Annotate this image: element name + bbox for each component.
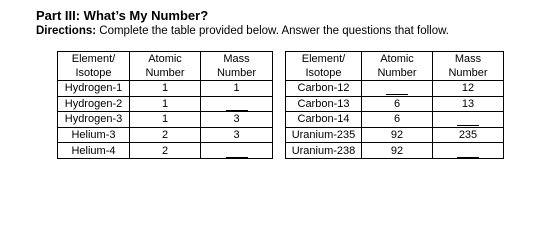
atomic-number-cell: 6	[362, 96, 433, 112]
isotope-cell: Carbon-12	[286, 81, 362, 97]
mass-number-blank[interactable]	[201, 96, 273, 112]
isotope-cell: Helium-3	[58, 127, 130, 143]
mass-number-cell: 3	[201, 127, 273, 143]
isotope-cell: Uranium-235	[286, 127, 362, 143]
isotope-cell: Helium-4	[58, 143, 130, 159]
table-row	[286, 143, 504, 159]
table-row	[58, 143, 273, 159]
answer-blank[interactable]	[226, 146, 248, 158]
header-mass-number: Mass Number	[433, 52, 504, 81]
atomic-number-cell: 2	[130, 143, 201, 159]
isotope-cell: Hydrogen-3	[58, 112, 130, 128]
answer-blank[interactable]	[226, 99, 248, 111]
table-row	[58, 127, 273, 143]
mass-number-cell: 235	[433, 127, 504, 143]
isotope-cell: Hydrogen-2	[58, 96, 130, 112]
answer-blank[interactable]	[457, 146, 479, 158]
atomic-number-cell: 2	[130, 127, 201, 143]
header-row	[286, 52, 504, 81]
isotope-table-right	[285, 51, 504, 159]
mass-number-cell: 3	[201, 112, 273, 128]
atomic-number-cell: 1	[130, 81, 201, 97]
mass-number-cell: 13	[433, 96, 504, 112]
directions-text: Complete the table provided below. Answer the questions that follow.	[96, 25, 449, 37]
table-row	[286, 81, 504, 97]
header-mass-number: Mass Number	[201, 52, 273, 81]
mass-number-cell: 12	[433, 81, 504, 97]
table-row	[286, 127, 504, 143]
atomic-number-cell: 92	[362, 143, 433, 159]
isotope-table-left	[57, 51, 273, 159]
atomic-number-cell: 92	[362, 127, 433, 143]
directions	[36, 25, 449, 37]
isotope-cell: Uranium-238	[286, 143, 362, 159]
mass-number-blank[interactable]	[433, 143, 504, 159]
table-row	[286, 112, 504, 128]
header-atomic-number: Atomic Number	[130, 52, 201, 81]
directions-label: Directions:	[36, 25, 97, 37]
atomic-number-cell: 1	[130, 112, 201, 128]
header-atomic-number: Atomic Number	[362, 52, 433, 81]
table-row	[58, 96, 273, 112]
table-row	[58, 112, 273, 128]
table-row	[286, 96, 504, 112]
answer-blank[interactable]	[386, 83, 408, 95]
mass-number-blank[interactable]	[433, 112, 504, 128]
atomic-number-cell: 1	[130, 96, 201, 112]
mass-number-blank[interactable]	[201, 143, 273, 159]
table-row	[58, 81, 273, 97]
isotope-cell: Carbon-13	[286, 96, 362, 112]
isotope-cell: Carbon-14	[286, 112, 362, 128]
isotope-cell: Hydrogen-1	[58, 81, 130, 97]
header-row	[58, 52, 273, 81]
mass-number-cell: 1	[201, 81, 273, 97]
header-element-isotope: Element/ Isotope	[286, 52, 362, 81]
part-title: Part III: What’s My Number?	[36, 8, 209, 23]
atomic-number-blank[interactable]	[362, 81, 433, 97]
atomic-number-cell: 6	[362, 112, 433, 128]
answer-blank[interactable]	[457, 114, 479, 126]
header-element-isotope: Element/ Isotope	[58, 52, 130, 81]
